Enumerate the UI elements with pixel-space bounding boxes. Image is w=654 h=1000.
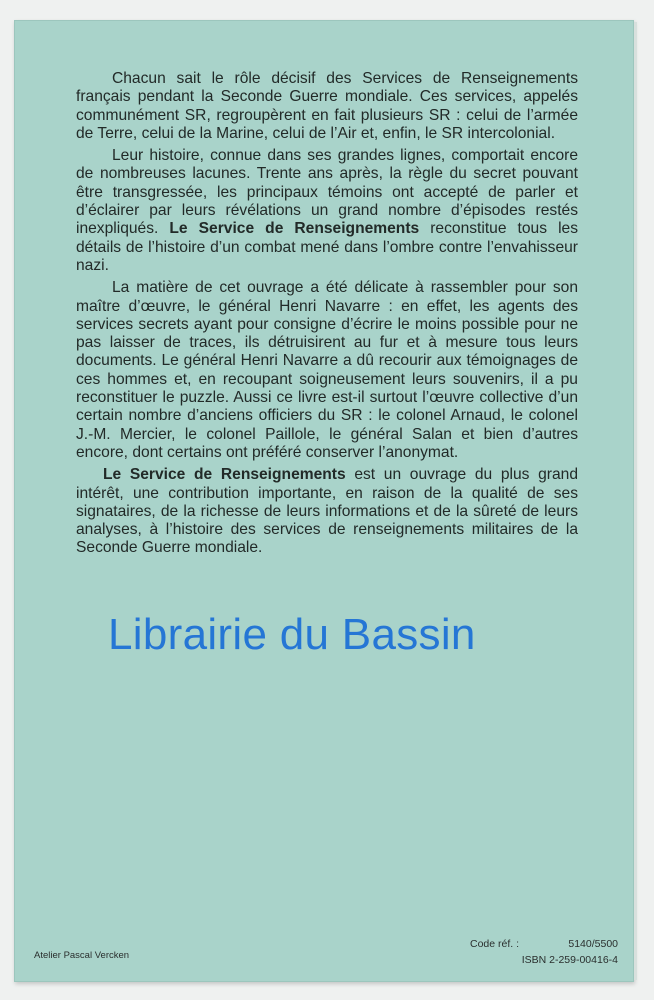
- book-title-emphasis: Le Service de Renseignements: [103, 466, 346, 484]
- bookshop-watermark: Librairie du Bassin: [108, 610, 476, 659]
- paragraph-4-text: est un ouvrage du plus grand intérêt, une contribution importante, en raison de la qualité de ses signataires, de la richesse de leurs informations et de la sûreté de leurs analyses, à l’histoire des services de renseignements militaires de la Seconde Guerre mondiale.: [76, 466, 578, 557]
- book-title-emphasis: Le Service de Renseignements: [169, 220, 420, 238]
- code-ref-label: Code réf. :: [470, 938, 520, 950]
- code-ref-row: [470, 936, 618, 952]
- blurb-paragraph-1: [76, 70, 578, 143]
- blurb-paragraph-3: [76, 279, 578, 462]
- blurb-paragraph-2: [76, 147, 578, 275]
- paragraph-2-text-end: reconstitue tous les détails de l’histoire d’un combat mené dans l’ombre contre l’envahisseur nazi.: [76, 220, 579, 274]
- design-credit: Atelier Pascal Vercken: [34, 950, 130, 961]
- blurb-text: [76, 70, 578, 562]
- paragraph-3-text: La matière de cet ouvrage a été délicate à rassembler pour son maître d’œuvre, le général Henri Navarre : en effet, les agents des services secrets ayant pour consigne d’écrire le moins possible pour ne pas laisser de traces, ils détruisirent au fur et à mesure tous leurs documents. Le général Henri Navarre a dû recourir aux témoignages de ces hommes et, en recoupant soigneusement leurs souvenirs, il a pu reconstituer le puzzle. Aussi ce livre est-il surtout l’œuvre collective d’un certain nombre d’anciens officiers du SR : le colonel Arnaud, le colonel J.-M. Mercier, le colonel Paillole, le général Salan et bien d’autres encore, dont certains ont préféré conserver l’anonymat.: [76, 279, 578, 461]
- paragraph-1-text: Chacun sait le rôle décisif des Services de Renseignements français pendant la Seconde Guerre mondiale. Ces services, appelés communément SR, regroupèrent en fait plusieurs SR : celui de l’armée de Terre, celui de la Marine, celui de l’Air et, enfin, le SR intercolonial.: [76, 70, 578, 142]
- isbn: ISBN 2-259-00416-4: [521, 954, 618, 966]
- isbn-row: [470, 952, 618, 968]
- page-edge: [634, 22, 637, 980]
- catalog-info: [470, 936, 618, 968]
- paragraph-2-text: Leur histoire, connue dans ses grandes lignes, comportait encore de nombreuses lacunes. Trente ans après, la règle du secret pouvant être transgressée, les principaux témoins ont accepté de parler et d’éclairer par leurs révélations un grand nombre d’épisodes restés inexpliqués.: [76, 147, 578, 238]
- code-ref-value: 5140/5500: [568, 938, 618, 950]
- blurb-paragraph-4: [76, 466, 578, 557]
